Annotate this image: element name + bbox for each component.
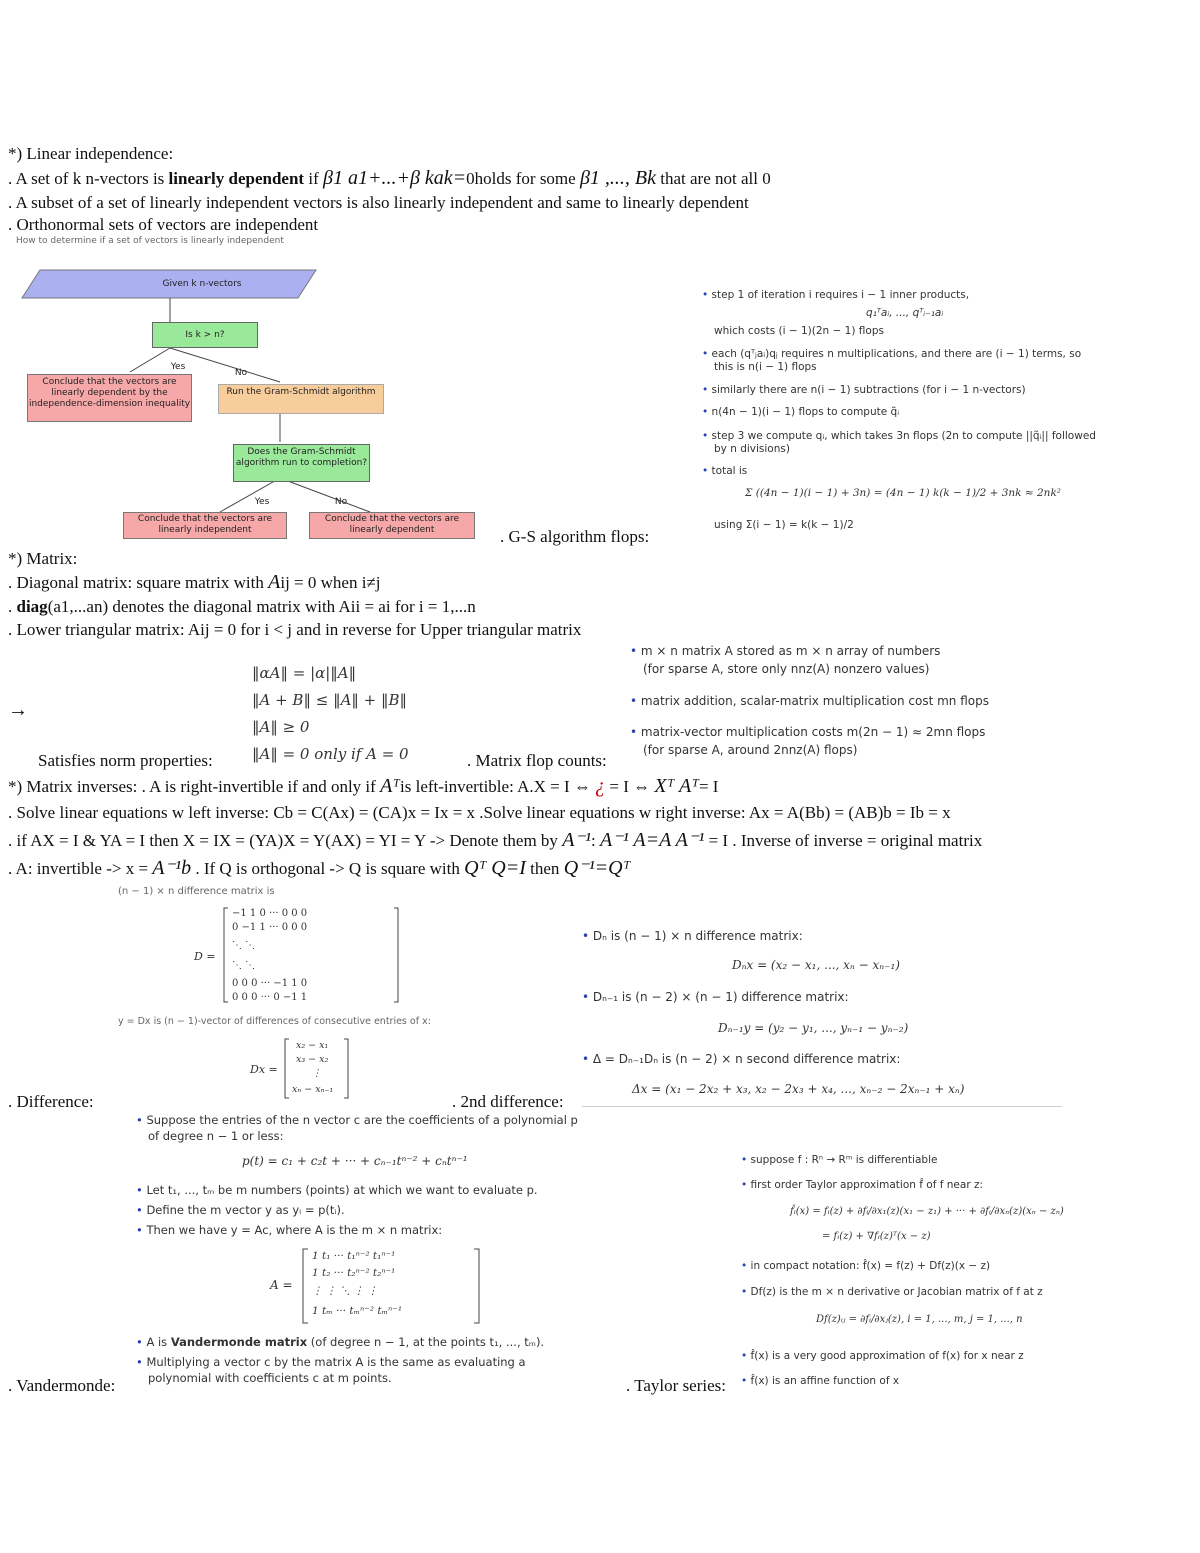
inverse-uniqueness: [8, 830, 982, 851]
diff-row-5: 0 0 0 ··· −1 1 0: [232, 978, 308, 989]
orthonormal-note: . Orthonormal sets of vectors are independent: [8, 215, 319, 234]
text: Dₙ is (n − 1) × n difference matrix:: [592, 929, 803, 943]
dx-entry-2: x₃ − x₂: [296, 1054, 329, 1065]
text: (a1,...an) denotes the diagonal matrix with Aii = ai for i = 1,...n: [47, 597, 476, 616]
equation: A: [268, 571, 281, 593]
gs-bullet-3: • similarly there are n(i − 1) subtractions (for i − 1 n-vectors): [702, 384, 1026, 396]
flop-bullet-1: • m × n matrix A stored as m × n array of numbers: [630, 644, 941, 658]
flop-bullet-1-cont: (for sparse A, store only nnz(A) nonzero values): [643, 662, 930, 676]
subset-independence-note: . A subset of a set of linearly independent vectors is also linearly independent and same to linearly dependent: [8, 193, 749, 212]
diag-definition: [8, 597, 476, 617]
term-vandermonde: Vandermonde matrix: [170, 1335, 308, 1349]
text: . If Q is orthogonal -> Q is square with: [191, 859, 465, 878]
flow-yes-label: Yes: [170, 362, 186, 372]
difference-vector-caption: y = Dx is (n − 1)-vector of differences of consecutive entries of x:: [118, 1016, 431, 1027]
dx-label: Dx =: [250, 1063, 278, 1076]
text: m × n matrix A stored as m × n array of numbers: [640, 644, 941, 658]
gs-bullet-4: • n(4n − 1)(i − 1) flops to compute q̃ᵢ: [702, 406, 900, 418]
taylor-bullet-3: • in compact notation: f̂(x) = f(z) + Df(z)(x − z): [741, 1260, 991, 1272]
second-diff-bullet-2: • Dₙ₋₁ is (n − 2) × (n − 1) difference matrix:: [582, 990, 849, 1004]
norm-definiteness: ‖A‖ = 0 only if A = 0: [252, 745, 409, 763]
text: = I: [698, 777, 719, 796]
flow-dependent-box-2: Conclude that the vectors are linearly dependent: [309, 512, 475, 539]
flow-yes-label-2: Yes: [254, 497, 270, 507]
flow-gram-schmidt-box: Run the Gram-Schmidt algorithm: [218, 384, 384, 414]
equation: β1 ,..., Bk: [579, 167, 657, 189]
arrow-icon: →: [8, 699, 28, 721]
dx-entry-1: x₂ − x₁: [296, 1040, 329, 1051]
triangular-matrix-definition: . Lower triangular matrix: Aij = 0 for i < j and in reverse for Upper triangular matrix: [8, 620, 582, 639]
text: ij = 0 when i≠j: [280, 573, 381, 592]
vander-bullet-3: • Define the m vector y as yᵢ = p(tᵢ).: [136, 1203, 345, 1217]
vander-bullet-1: • Suppose the entries of the n vector c are the coefficients of a polynomial p: [136, 1113, 578, 1127]
equation: Aᵀ: [380, 775, 401, 797]
taylor-bullet-5: • f̂(x) is a very good approximation of f(x) for x near z: [741, 1350, 1024, 1362]
text: each (qᵀⱼaᵢ)qⱼ requires n multiplications, and there are (i − 1) terms, so: [711, 348, 1082, 360]
d-label: D =: [194, 950, 216, 963]
text: that are not all 0: [656, 169, 771, 188]
dn-x-equation: Dₙx = (x₂ − x₁, ..., xₙ − xₙ₋₁): [732, 958, 900, 972]
flop-bullet-2: • matrix addition, scalar-matrix multiplication cost mn flops: [630, 694, 989, 708]
gs-using-note: using Σ(i − 1) = k(k − 1)/2: [714, 519, 854, 531]
text: Df(z) is the m × n derivative or Jacobian matrix of f at z: [750, 1286, 1043, 1298]
text: . if AX = I & YA = I then X = IX = (YA)X = Y(AX) = YI = Y -> Denote them by: [8, 831, 563, 850]
diff-row-4: ⋱ ⋱: [232, 960, 256, 971]
text: . A set of k n-vectors is: [8, 169, 169, 188]
polynomial-equation: p(t) = c₁ + c₂t + ··· + cₙ₋₁tⁿ⁻² + cₙtⁿ⁻¹: [242, 1154, 468, 1168]
equation: β1 a1+...+β kak=: [322, 167, 467, 189]
text: suppose f : Rⁿ → Rᵐ is differentiable: [750, 1154, 938, 1166]
flow-question-box: Does the Gram-Schmidt algorithm run to completion?: [233, 444, 370, 482]
flow-dependent-box-1: Conclude that the vectors are linearly dependent by the independence-dimension inequality: [27, 374, 192, 422]
text: Define the m vector y as yᵢ = p(tᵢ).: [146, 1203, 345, 1217]
taylor-gradient-eq: = fᵢ(z) + ∇fᵢ(z)ᵀ(x − z): [822, 1231, 931, 1242]
difference-label: . Difference:: [8, 1092, 94, 1111]
equation: Qᵀ Q=I: [464, 857, 526, 879]
text: f̂(x) is an affine function of x: [750, 1375, 900, 1387]
text: = I ⇔: [605, 777, 655, 796]
jacobian-eq: Df(z)ᵢⱼ = ∂fᵢ/∂xⱼ(z), i = 1, ..., m, j = 1, ..., n: [816, 1314, 1023, 1325]
vander-row-3: ⋮ ⋮ ⋱ ⋮ ⋮: [312, 1285, 378, 1297]
section-heading-linear-independence: *) Linear independence:: [8, 144, 174, 163]
norm-nonnegativity: ‖A‖ ≥ 0: [252, 718, 310, 736]
norm-triangle-inequality: ‖A + B‖ ≤ ‖A‖ + ‖B‖: [252, 691, 408, 709]
text: total is: [711, 465, 748, 477]
matrix-inverses-heading: [8, 776, 718, 797]
text: matrix-vector multiplication costs m(2n − 1) ≈ 2mn flops: [640, 725, 986, 739]
gs-bullet-5: • step 3 we compute qᵢ, which takes 3n flops (2n to compute ||q̃ᵢ|| followed: [702, 430, 1096, 442]
text: then: [525, 859, 564, 878]
vandermonde-label: . Vandermonde:: [8, 1376, 116, 1395]
second-diff-bullet-3: • Δ = Dₙ₋₁Dₙ is (n − 2) × n second difference matrix:: [582, 1052, 901, 1066]
text: Let t₁, ..., tₘ be m numbers (points) at which we want to evaluate p.: [146, 1183, 538, 1197]
text: Suppose the entries of the n vector c are the coefficients of a polynomial p: [146, 1113, 578, 1127]
norm-homogeneity: ‖αA‖ = |α|‖A‖: [252, 664, 357, 682]
vander-bullet-4: • Then we have y = Ac, where A is the m × n matrix:: [136, 1223, 443, 1237]
diff-row-6: 0 0 0 ··· 0 −1 1: [232, 992, 308, 1003]
equation: A⁻¹ A=A A⁻¹: [599, 829, 705, 851]
diff-row-3: ⋱ ⋱: [232, 940, 256, 951]
taylor-bullet-2: • first order Taylor approximation f̂ of f near z:: [741, 1179, 984, 1191]
diff-row-1: −1 1 0 ··· 0 0 0: [232, 908, 308, 919]
flowchart-caption: How to determine if a set of vectors is linearly independent: [16, 236, 284, 246]
text: if: [304, 169, 323, 188]
vander-row-2: 1 t₂ ··· t₂ⁿ⁻² t₂ⁿ⁻¹: [312, 1267, 396, 1279]
flop-bullet-3: • matrix-vector multiplication costs m(2n − 1) ≈ 2mn flops: [630, 725, 986, 739]
text: (of degree n − 1, at the points t₁, ..., tₘ).: [307, 1335, 545, 1349]
text: 0holds for some: [466, 169, 580, 188]
taylor-component-eq: f̂ᵢ(x) = fᵢ(z) + ∂fᵢ/∂x₁(z)(x₁ − z₁) + ··· + ∂fᵢ/∂xₙ(z)(xₙ − zₙ): [790, 1206, 1064, 1217]
dx-entry-3: ⋮: [312, 1068, 322, 1079]
text: = I . Inverse of inverse = original matrix: [704, 831, 983, 850]
diagonal-matrix-definition: [8, 572, 381, 593]
equation: Xᵀ Aᵀ: [654, 775, 699, 797]
vander-row-4: 1 tₘ ··· tₘⁿ⁻² tₘⁿ⁻¹: [312, 1305, 403, 1317]
gs-inner-products: q₁ᵀaᵢ, ..., qᵀᵢ₋₁aᵢ: [866, 307, 944, 319]
text: A is: [146, 1335, 171, 1349]
text: f̂(x) is a very good approximation of f(x) for x near z: [750, 1350, 1024, 1362]
text: n(4n − 1)(i − 1) flops to compute q̃ᵢ: [711, 406, 900, 418]
taylor-series-label: . Taylor series:: [626, 1376, 726, 1395]
a-label: A =: [270, 1278, 293, 1292]
equation: Q⁻¹=Qᵀ: [563, 857, 631, 879]
gs-flops-label: . G-S algorithm flops:: [500, 527, 650, 546]
solve-linear-equations: . Solve linear equations w left inverse: Cb = C(Ax) = (CA)x = Ix = x .Solve linear equations w right inverse: Ax = A(Bb) = (AB)b = Ib = x: [8, 803, 951, 822]
vander-bullet-6-cont: polynomial with coefficients c at m points.: [148, 1371, 392, 1385]
text: Δ = Dₙ₋₁Dₙ is (n − 2) × n second difference matrix:: [592, 1052, 901, 1066]
dn1-y-equation: Dₙ₋₁y = (y₂ − y₁, ..., yₙ₋₁ − yₙ₋₂): [718, 1021, 909, 1035]
text: .: [8, 597, 17, 616]
text: Then we have y = Ac, where A is the m × n matrix:: [146, 1223, 443, 1237]
term-linearly-dependent: linearly dependent: [168, 169, 305, 188]
gs-bullet-2: • each (qᵀⱼaᵢ)qⱼ requires n multiplications, and there are (i − 1) terms, so: [702, 348, 1082, 360]
equation-glitch: ¿: [595, 775, 606, 797]
gs-bullet-1-cost: which costs (i − 1)(2n − 1) flops: [714, 325, 884, 337]
gs-bullet-1: • step 1 of iteration i requires i − 1 inner products,: [702, 289, 970, 301]
text: Dₙ₋₁ is (n − 2) × (n − 1) difference matrix:: [592, 990, 849, 1004]
flow-given-vectors: Given k n-vectors: [162, 279, 242, 289]
gs-bullet-2-cost: this is n(i − 1) flops: [714, 361, 817, 373]
gs-bullet-5-cont: by n divisions): [714, 443, 790, 455]
linear-dependence-definition: [8, 168, 771, 189]
flow-no-label: No: [234, 368, 248, 378]
text: in compact notation: f̂(x) = f(z) + Df(z)(x − z): [750, 1260, 991, 1272]
text: :: [590, 831, 600, 850]
text: step 1 of iteration i requires i − 1 inner products,: [711, 289, 970, 301]
text: step 3 we compute qᵢ, which takes 3n flops (2n to compute ||q̃ᵢ|| followed: [711, 430, 1096, 442]
vander-bullet-6: • Multiplying a vector c by the matrix A is the same as evaluating a: [136, 1355, 526, 1369]
gs-bullet-6: • total is: [702, 465, 748, 477]
term-diag: diag: [16, 597, 48, 616]
delta-x-equation: Δx = (x₁ − 2x₂ + x₃, x₂ − 2x₃ + x₄, ..., xₙ₋₂ − 2xₙ₋₁ + xₙ): [632, 1082, 965, 1096]
text: *) Matrix inverses: . A is right-invertible if and only if: [8, 777, 381, 796]
difference-matrix-caption: (n − 1) × n difference matrix is: [118, 886, 275, 897]
taylor-bullet-6: • f̂(x) is an affine function of x: [741, 1375, 900, 1387]
flop-bullet-3-cont: (for sparse A, around 2nnz(A) flops): [643, 743, 858, 757]
dx-entry-4: xₙ − xₙ₋₁: [292, 1084, 334, 1095]
diff-row-2: 0 −1 1 ··· 0 0 0: [232, 922, 308, 933]
text: first order Taylor approximation f̂ of f near z:: [750, 1179, 984, 1191]
gs-total-sum: Σ ((4n − 1)(i − 1) + 3n) = (4n − 1) k(k − 1)/2 + 3nk ≈ 2nk²: [745, 487, 1062, 499]
second-difference-label: . 2nd difference:: [452, 1092, 564, 1111]
flow-independent-box: Conclude that the vectors are linearly independent: [123, 512, 287, 539]
text: similarly there are n(i − 1) subtractions (for i − 1 n-vectors): [711, 384, 1026, 396]
norm-properties-label: Satisfies norm properties:: [38, 751, 213, 770]
section-heading-matrix: *) Matrix:: [8, 549, 78, 568]
difference-matrix-brackets: [222, 906, 402, 1004]
vander-bullet-1-cont: of degree n − 1 or less:: [148, 1129, 284, 1143]
equation: A⁻¹: [562, 829, 591, 851]
vander-bullet-2: • Let t₁, ..., tₘ be m numbers (points) at which we want to evaluate p.: [136, 1183, 538, 1197]
text: is left-invertible: A.X = I ⇔: [400, 777, 596, 796]
second-diff-bullet-1: • Dₙ is (n − 1) × n difference matrix:: [582, 929, 803, 943]
flow-no-label-2: No: [334, 497, 348, 507]
taylor-bullet-4: • Df(z) is the m × n derivative or Jacobian matrix of f at z: [741, 1286, 1043, 1298]
text: . A: invertible -> x =: [8, 859, 153, 878]
matrix-flop-counts-label: . Matrix flop counts:: [467, 751, 607, 770]
divider: [582, 1106, 1062, 1107]
equation: A⁻¹b: [152, 857, 192, 879]
text: Multiplying a vector c by the matrix A is the same as evaluating a: [146, 1355, 526, 1369]
vander-bullet-5: • A is Vandermonde matrix (of degree n − 1, at the points t₁, ..., tₘ).: [136, 1335, 545, 1349]
flow-condition-box: Is k > n?: [152, 322, 258, 348]
text: . Diagonal matrix: square matrix with: [8, 573, 269, 592]
taylor-bullet-1: • suppose f : Rⁿ → Rᵐ is differentiable: [741, 1154, 938, 1166]
vander-row-1: 1 t₁ ··· t₁ⁿ⁻² t₁ⁿ⁻¹: [312, 1250, 396, 1262]
invertible-orthogonal: [8, 858, 630, 879]
text: matrix addition, scalar-matrix multiplication cost mn flops: [640, 694, 989, 708]
